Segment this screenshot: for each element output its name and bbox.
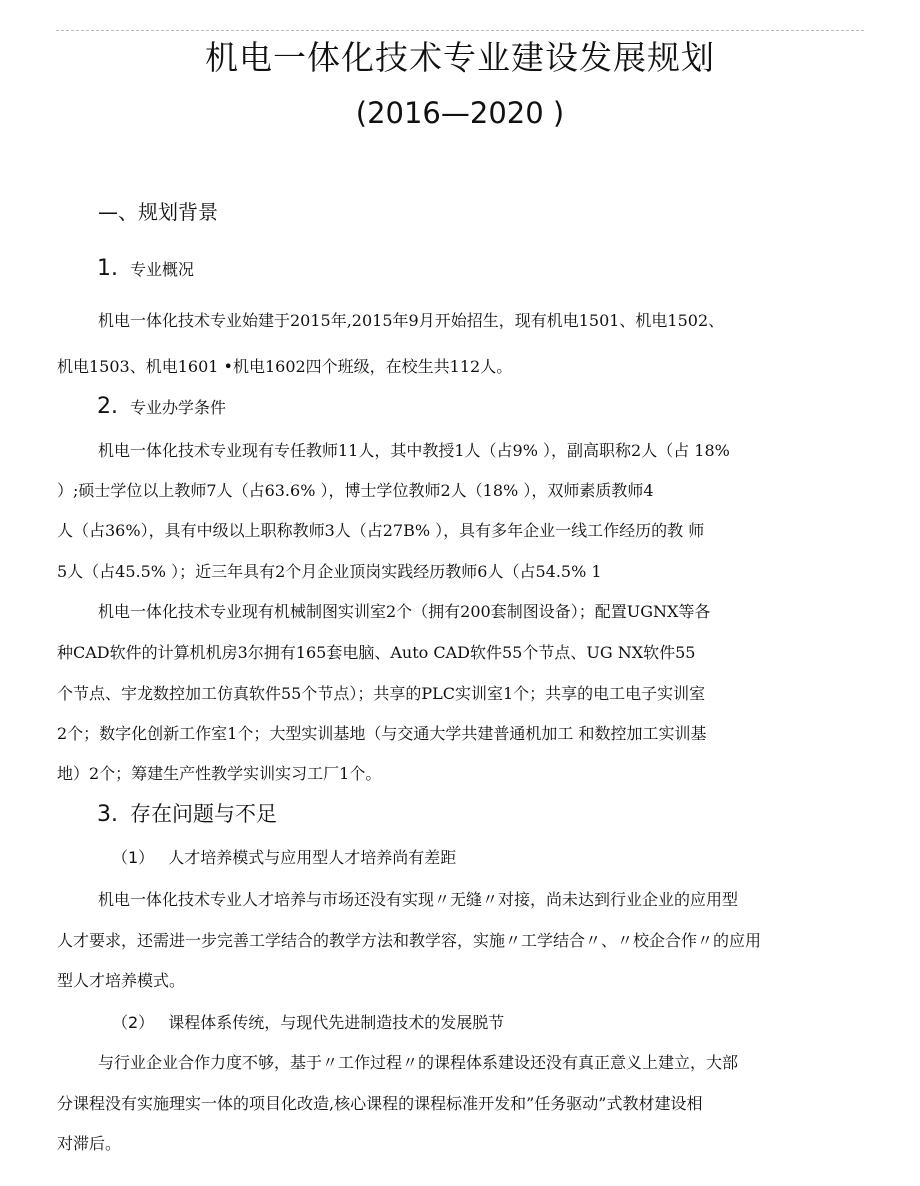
subsection-label: 专业办学条件: [130, 398, 227, 417]
paragraph-line: 机电一体化技术专业始建于2015年,2015年9月开始招生，现有机电1501、机电1502、: [98, 311, 725, 330]
paragraph-line: 5人（占45.5% ）；近三年具有2个月企业顶岗实践经历教师6人（占54.5% 1: [57, 562, 602, 581]
subsection-label: 专业概况: [130, 260, 195, 279]
paragraph-line: ）;硕士学位以上教师7人（占63.6% ），博士学位教师2人（18% ），双师素质教师4: [57, 481, 654, 500]
paragraph-line: 型人才培养模式。: [57, 971, 186, 990]
paragraph-line: 种CAD软件的计算机机房3尔拥有165套电脑、Auto CAD软件55个节点、UG NX软件55: [57, 643, 696, 662]
paragraph-line: 机电1503、机电1601 •机电1602四个班级，在校生共112人。: [57, 357, 513, 376]
subsection-number: 2.: [97, 394, 118, 419]
subsection-label: 存在问题与不足: [130, 802, 277, 826]
subsection-number: 1.: [97, 256, 118, 281]
section-heading-background: —、规划背景: [98, 200, 218, 224]
paragraph-line: 个节点、宇龙数控加工仿真软件55个节点）；共享的PLC实训室1个；共享的电工电子实训室: [57, 684, 706, 703]
document-title: 机电一体化技术专业建设发展规划: [205, 38, 715, 77]
paragraph-line: 机电一体化技术专业现有专任教师11人，其中教授1人（占9% ），副高职称2人（占 18%: [98, 441, 730, 460]
subsection-number: 3.: [97, 802, 118, 827]
paragraph-line: 对滞后。: [57, 1134, 122, 1153]
paragraph-line: 人才要求，还需进一步完善工学结合的教学方法和教学容，实施〃工学结合〃、〃校企合作〃的应用: [57, 931, 762, 950]
subsection-heading-problems: [97, 798, 277, 828]
paragraph-line: 人（占36%），具有中级以上职称教师3人（占27B% ），具有多年企业一线工作经历的教 师: [57, 521, 705, 540]
issue-label: 人才培养模式与应用型人才培养尚有差距: [168, 848, 457, 867]
paragraph-line: 分课程没有实施理实一体的项目化改造,核心课程的课程标准开发和”任务驱动”式教材建设相: [57, 1094, 703, 1113]
issue-number: （1）: [112, 848, 155, 867]
issue-label: 课程体系传统，与现代先进制造技术的发展脱节: [168, 1013, 505, 1032]
page-top-rule: [56, 30, 864, 31]
issue-heading-training-model: [112, 845, 456, 868]
paragraph-line: 2个；数字化创新工作室1个；大型实训基地（与交通大学共建普通机加工 和数控加工实训基: [57, 724, 707, 743]
paragraph-line: 机电一体化技术专业人才培养与市场还没有实现〃无缝〃对接，尚未达到行业企业的应用型: [98, 890, 739, 909]
subsection-heading-conditions: [97, 394, 226, 419]
paragraph-line: 与行业企业合作力度不够，基于〃工作过程〃的课程体系建设还没有真正意义上建立，大部: [98, 1053, 739, 1072]
subsection-heading-overview: [97, 256, 194, 281]
issue-number: （2）: [112, 1013, 155, 1032]
issue-heading-curriculum: [112, 1010, 504, 1033]
document-subtitle: (2016—2020 ): [355, 96, 565, 130]
paragraph-line: 机电一体化技术专业现有机械制图实训室2个（拥有200套制图设备）；配置UGNX等各: [98, 602, 711, 621]
paragraph-line: 地）2个；筹建生产性教学实训实习工厂1个。: [57, 764, 382, 783]
